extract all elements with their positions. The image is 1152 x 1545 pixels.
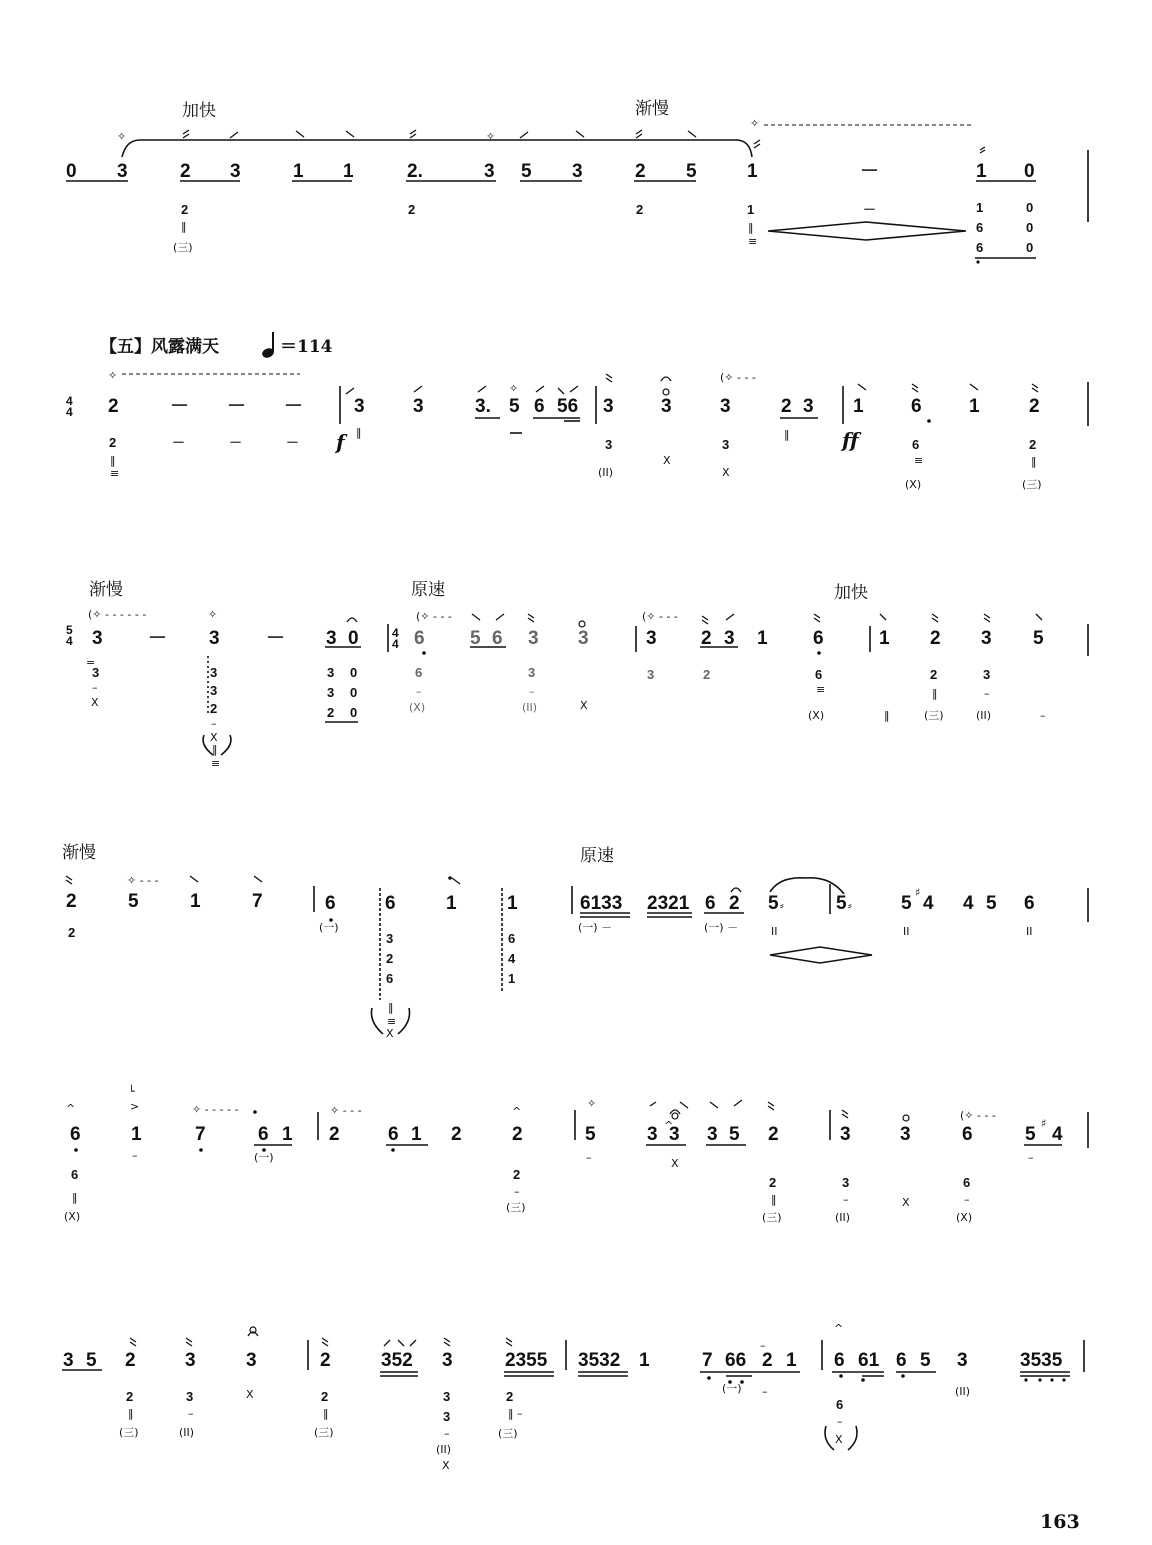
note-dash: － xyxy=(148,628,168,649)
technique-mark: (II) xyxy=(955,1385,971,1398)
technique-mark: – xyxy=(760,1339,766,1352)
note-dash: － xyxy=(170,396,190,417)
note: 1 xyxy=(747,161,758,182)
note: 5 xyxy=(901,893,912,914)
technique-mark: ≡ xyxy=(211,757,221,770)
note: 3 xyxy=(246,1350,257,1371)
technique-mark: – xyxy=(1040,709,1046,722)
note: 6 xyxy=(70,1124,81,1145)
lower-note: 1 xyxy=(747,202,755,217)
lower-note: 2 xyxy=(386,951,394,966)
technique-mark: ≡ xyxy=(387,1015,397,1028)
technique-mark: – xyxy=(92,681,98,694)
note: 6 xyxy=(325,893,336,914)
note-dash: － xyxy=(227,396,247,417)
tempo-mark-slower: 渐慢 xyxy=(635,99,669,119)
note: 5 xyxy=(509,396,520,417)
lower-note: 0 xyxy=(350,665,358,680)
technique-mark: – xyxy=(211,717,217,730)
lower-note: 2 xyxy=(109,435,117,450)
time-signature: 5 4 xyxy=(66,623,73,648)
technique-mark: (一) xyxy=(319,921,339,934)
technique-mark: (一) xyxy=(722,1382,742,1395)
note: 3535 xyxy=(1020,1350,1063,1371)
note: 1 xyxy=(343,161,354,182)
tempo-value: ＝114 xyxy=(280,337,333,357)
technique-mark: X xyxy=(246,1388,254,1401)
lower-note: 3 xyxy=(443,1409,451,1424)
note: 1 xyxy=(969,396,980,417)
note: 56 xyxy=(557,396,579,417)
technique-mark: (一) － xyxy=(578,921,613,934)
lower-note: 6 xyxy=(976,240,984,255)
note: 3 xyxy=(484,161,495,182)
note: 3 xyxy=(117,161,128,182)
lower-note: 2 xyxy=(1029,437,1037,452)
note: 3 xyxy=(840,1124,851,1145)
note: 5 xyxy=(986,893,997,914)
note: 2321 xyxy=(647,893,690,914)
note: 1 xyxy=(853,396,864,417)
technique-mark: X xyxy=(663,454,671,467)
technique-mark: ‖ xyxy=(388,1001,394,1014)
technique-mark: (II) xyxy=(976,709,992,722)
technique-mark: – xyxy=(416,685,422,698)
note: 1 xyxy=(293,161,304,182)
note: 5 xyxy=(686,161,697,182)
note: 5 xyxy=(920,1350,931,1371)
technique-mark: (三) xyxy=(498,1427,518,1440)
note: 6 xyxy=(258,1124,269,1145)
technique-mark: ≡ xyxy=(914,454,924,467)
note: 5 xyxy=(1033,628,1044,649)
note: 3 xyxy=(528,628,539,649)
lower-note: 6 xyxy=(71,1167,79,1182)
technique-mark: X xyxy=(580,699,588,712)
technique-mark: (三) xyxy=(924,709,944,722)
technique-mark: X xyxy=(722,466,730,479)
lower-note-dash: － xyxy=(229,435,243,450)
note: 1 xyxy=(190,891,201,912)
note: 2 xyxy=(125,1350,136,1371)
lower-note: 6 xyxy=(836,1397,844,1412)
technique-mark: X xyxy=(902,1196,910,1209)
lower-note: 2 xyxy=(636,202,644,217)
lower-note: 2 xyxy=(126,1389,134,1404)
technique-mark: (II) xyxy=(179,1426,195,1439)
technique-mark: – xyxy=(843,1193,849,1206)
technique-mark: (X) xyxy=(808,709,825,722)
note: 2 xyxy=(635,161,646,182)
grace-slash-icon: ⸗ xyxy=(780,899,784,912)
lower-note: 0 xyxy=(350,685,358,700)
quarter-note-icon xyxy=(261,332,275,359)
technique-mark: (X) xyxy=(64,1210,81,1223)
lower-note-dash: － xyxy=(172,435,186,450)
note: 7 xyxy=(195,1124,206,1145)
note: 3 xyxy=(647,1124,658,1145)
note: 6 xyxy=(911,396,922,417)
lower-note: 3 xyxy=(92,665,100,680)
technique-mark: X xyxy=(210,731,218,744)
lower-note: 6 xyxy=(386,971,394,986)
note: 1 xyxy=(976,161,987,182)
note: 5 xyxy=(86,1350,97,1371)
lower-note: 4 xyxy=(508,951,516,966)
note-dash: － xyxy=(266,628,286,649)
tempo-mark-slower: 渐慢 xyxy=(62,843,96,863)
note-dash: － xyxy=(284,396,304,417)
tempo-mark-faster: 加快 xyxy=(834,583,868,603)
lower-note: 2 xyxy=(769,1175,777,1190)
time-signature: 4 4 xyxy=(392,626,399,651)
note: 3 xyxy=(724,628,735,649)
lower-note: 3 xyxy=(210,665,218,680)
technique-mark: ‖ xyxy=(72,1191,78,1204)
grace-slash-icon: ⸗ xyxy=(848,899,852,912)
technique-mark: ‖ xyxy=(181,220,187,233)
technique-mark: X xyxy=(671,1157,679,1170)
note: 0 xyxy=(1024,161,1035,182)
lower-note: 3 xyxy=(210,683,218,698)
lower-note: 2 xyxy=(181,202,189,217)
technique-mark: (一) xyxy=(254,1151,274,1164)
lower-note: 3 xyxy=(647,667,655,682)
note: 2 xyxy=(512,1124,523,1145)
technique-mark: ‖ xyxy=(212,743,218,756)
note: 1 xyxy=(131,1124,142,1145)
tempo-mark-original: 原速 xyxy=(580,846,614,866)
note: 2 xyxy=(66,891,77,912)
technique-mark: – xyxy=(188,1407,194,1420)
dynamic-forte: f xyxy=(336,430,345,454)
technique-mark: X xyxy=(91,696,99,709)
note: 1 xyxy=(282,1124,293,1145)
page-number: 163 xyxy=(1040,1511,1080,1533)
note: 3532 xyxy=(578,1350,621,1371)
lower-note: 2 xyxy=(506,1389,514,1404)
note: 6 xyxy=(414,628,425,649)
technique-mark: (三) xyxy=(314,1426,334,1439)
technique-mark: (一) － xyxy=(704,921,739,934)
note: 6 xyxy=(492,628,503,649)
note: 3 xyxy=(326,628,337,649)
lower-note: 3 xyxy=(327,665,335,680)
tempo-mark-faster: 加快 xyxy=(182,101,216,121)
technique-mark: (II) xyxy=(835,1211,851,1224)
note: 61 xyxy=(858,1350,880,1371)
technique-mark: (三) xyxy=(762,1211,782,1224)
lower-note: 3 xyxy=(842,1175,850,1190)
lower-note: 2 xyxy=(408,202,416,217)
note: 5 xyxy=(768,893,779,914)
note: 3 xyxy=(720,396,731,417)
note: 2 xyxy=(762,1350,773,1371)
note: 5 xyxy=(128,891,139,912)
technique-mark: – xyxy=(586,1151,592,1164)
technique-mark: X xyxy=(442,1459,450,1472)
note: 3. xyxy=(475,396,491,417)
note: 5 xyxy=(1025,1124,1036,1145)
note: 2 xyxy=(781,396,792,417)
lower-note: 3 xyxy=(528,665,536,680)
note: 2 xyxy=(329,1124,340,1145)
note: 3 xyxy=(578,628,589,649)
note: 3 xyxy=(603,396,614,417)
note: 3 xyxy=(646,628,657,649)
technique-mark: – xyxy=(529,685,535,698)
note: 2 xyxy=(320,1350,331,1371)
technique-mark: – xyxy=(837,1415,843,1428)
note: 3 xyxy=(92,628,103,649)
lower-note: 2 xyxy=(930,667,938,682)
technique-mark: (三) xyxy=(173,241,193,254)
technique-mark: (三) xyxy=(119,1426,139,1439)
note: 5 xyxy=(521,161,532,182)
note: 1 xyxy=(411,1124,422,1145)
technique-mark: X xyxy=(835,1433,843,1446)
sharp-icon: ♯ xyxy=(1041,1117,1047,1130)
dynamic-fortissimo: ff xyxy=(842,428,859,452)
note: 352 xyxy=(381,1350,413,1371)
lower-note: 1 xyxy=(976,200,984,215)
lower-note: 3 xyxy=(605,437,613,452)
note: 3 xyxy=(707,1124,718,1145)
note: 6 xyxy=(388,1124,399,1145)
tempo-mark-original: 原速 xyxy=(411,580,445,600)
technique-mark: – xyxy=(762,1385,768,1398)
lower-note: 2 xyxy=(321,1389,329,1404)
note: 4 xyxy=(963,893,974,914)
lower-note: 6 xyxy=(912,437,920,452)
note: 5 xyxy=(470,628,481,649)
note: 2 xyxy=(729,893,740,914)
technique-mark: (三) xyxy=(1022,478,1042,491)
lower-note: 3 xyxy=(443,1389,451,1404)
note: 3 xyxy=(442,1350,453,1371)
note: 3 xyxy=(63,1350,74,1371)
technique-mark: ‖ xyxy=(884,709,890,722)
lower-note: 3 xyxy=(722,437,730,452)
note: 4 xyxy=(1052,1124,1063,1145)
note: 7 xyxy=(252,891,263,912)
lower-note: 6 xyxy=(976,220,984,235)
note: 3 xyxy=(900,1124,911,1145)
technique-mark: ≡ xyxy=(748,235,758,248)
technique-mark: ‖ xyxy=(128,1407,134,1420)
technique-mark: ‖ xyxy=(110,454,116,467)
sharp-icon: ♯ xyxy=(915,886,921,899)
technique-mark: (II) xyxy=(436,1443,452,1456)
note: 66 xyxy=(725,1350,747,1371)
note: 3 xyxy=(981,628,992,649)
note-dash: － xyxy=(860,161,880,182)
technique-mark: – xyxy=(984,687,990,700)
lower-note: 2 xyxy=(68,925,76,940)
note: 6 xyxy=(813,628,824,649)
note: 3 xyxy=(185,1350,196,1371)
note: 3 xyxy=(957,1350,968,1371)
note: 6 xyxy=(834,1350,845,1371)
technique-mark: II xyxy=(771,925,778,938)
note: 6133 xyxy=(580,893,623,914)
note: 2 xyxy=(701,628,712,649)
note: 3 xyxy=(572,161,583,182)
note: 3 xyxy=(413,396,424,417)
note: 1 xyxy=(757,628,768,649)
note: 3 xyxy=(209,628,220,649)
lower-note: 2 xyxy=(703,667,711,682)
lower-note: 3 xyxy=(983,667,991,682)
technique-mark: – xyxy=(132,1149,138,1162)
lower-note: 6 xyxy=(963,1175,971,1190)
technique-mark: = xyxy=(86,656,96,669)
note: 4 xyxy=(923,893,934,914)
note: 6 xyxy=(705,893,716,914)
technique-mark: ‖ xyxy=(771,1193,777,1206)
technique-mark: – xyxy=(964,1193,970,1206)
technique-mark: ‖ xyxy=(784,428,790,441)
note: 6 xyxy=(1024,893,1035,914)
note: 7 xyxy=(702,1350,713,1371)
lower-note: 1 xyxy=(508,971,516,986)
lower-note: 0 xyxy=(350,705,358,720)
lower-note: 6 xyxy=(415,665,423,680)
note: 3 xyxy=(230,161,241,182)
technique-mark: ≡ xyxy=(110,467,120,480)
note: 2 xyxy=(768,1124,779,1145)
technique-mark: II xyxy=(1026,925,1033,938)
lower-note: 6 xyxy=(815,667,823,682)
note: 1 xyxy=(786,1350,797,1371)
technique-mark: (X) xyxy=(905,478,922,491)
technique-mark: (三) xyxy=(506,1201,526,1214)
technique-mark: (X) xyxy=(409,701,426,714)
technique-mark: (II) xyxy=(522,701,538,714)
note: 0 xyxy=(348,628,359,649)
technique-mark: (II) xyxy=(598,466,614,479)
technique-mark: – xyxy=(1028,1151,1034,1164)
technique-mark: II xyxy=(903,925,910,938)
note: 1 xyxy=(507,893,518,914)
note: 6 xyxy=(385,893,396,914)
note: 3 xyxy=(669,1124,680,1145)
technique-mark: ≡ xyxy=(816,683,826,696)
note: 3 xyxy=(354,396,365,417)
note: 3 xyxy=(803,396,814,417)
lower-note: 2 xyxy=(513,1167,521,1182)
note: 3 xyxy=(661,396,672,417)
note: 6 xyxy=(962,1124,973,1145)
note: 5 xyxy=(836,893,847,914)
note: 2. xyxy=(407,161,423,182)
note: 2 xyxy=(930,628,941,649)
technique-mark: ‖ xyxy=(323,1407,329,1420)
note: 5 xyxy=(585,1124,596,1145)
technique-mark: (X) xyxy=(956,1211,973,1224)
time-signature: 4 4 xyxy=(66,394,73,419)
technique-mark: – xyxy=(514,1185,520,1198)
tempo-mark-slower: 渐慢 xyxy=(89,580,123,600)
lower-note: 0 xyxy=(1026,220,1034,235)
note: 2 xyxy=(108,396,119,417)
lower-note: 2 xyxy=(210,701,218,716)
lower-note: 2 xyxy=(327,705,335,720)
note: 2 xyxy=(451,1124,462,1145)
section-title: 【五】风露满天 xyxy=(100,337,219,357)
technique-mark: ‖ xyxy=(1031,455,1037,468)
note: 2355 xyxy=(505,1350,548,1371)
note: 5 xyxy=(729,1124,740,1145)
lower-note: 3 xyxy=(386,931,394,946)
note: 1 xyxy=(879,628,890,649)
note: 1 xyxy=(446,893,457,914)
lower-note: 3 xyxy=(327,685,335,700)
lower-note: 6 xyxy=(508,931,516,946)
technique-mark: ‖ xyxy=(932,687,938,700)
lower-note-dash: － xyxy=(863,202,877,217)
note: 6 xyxy=(534,396,545,417)
note: 0 xyxy=(66,161,77,182)
note: 2 xyxy=(1029,396,1040,417)
note: 1 xyxy=(639,1350,650,1371)
technique-mark: – xyxy=(444,1427,450,1440)
lower-note-dash: － xyxy=(286,435,300,450)
note: 6 xyxy=(896,1350,907,1371)
lower-note: 0 xyxy=(1026,240,1034,255)
lower-note: 3 xyxy=(186,1389,194,1404)
technique-mark: ‖ – xyxy=(508,1407,523,1420)
lower-note: 0 xyxy=(1026,200,1034,215)
note: 2 xyxy=(180,161,191,182)
technique-mark: ‖ xyxy=(356,426,362,439)
technique-mark: X xyxy=(386,1027,394,1040)
technique-mark: ‖ xyxy=(748,221,754,234)
